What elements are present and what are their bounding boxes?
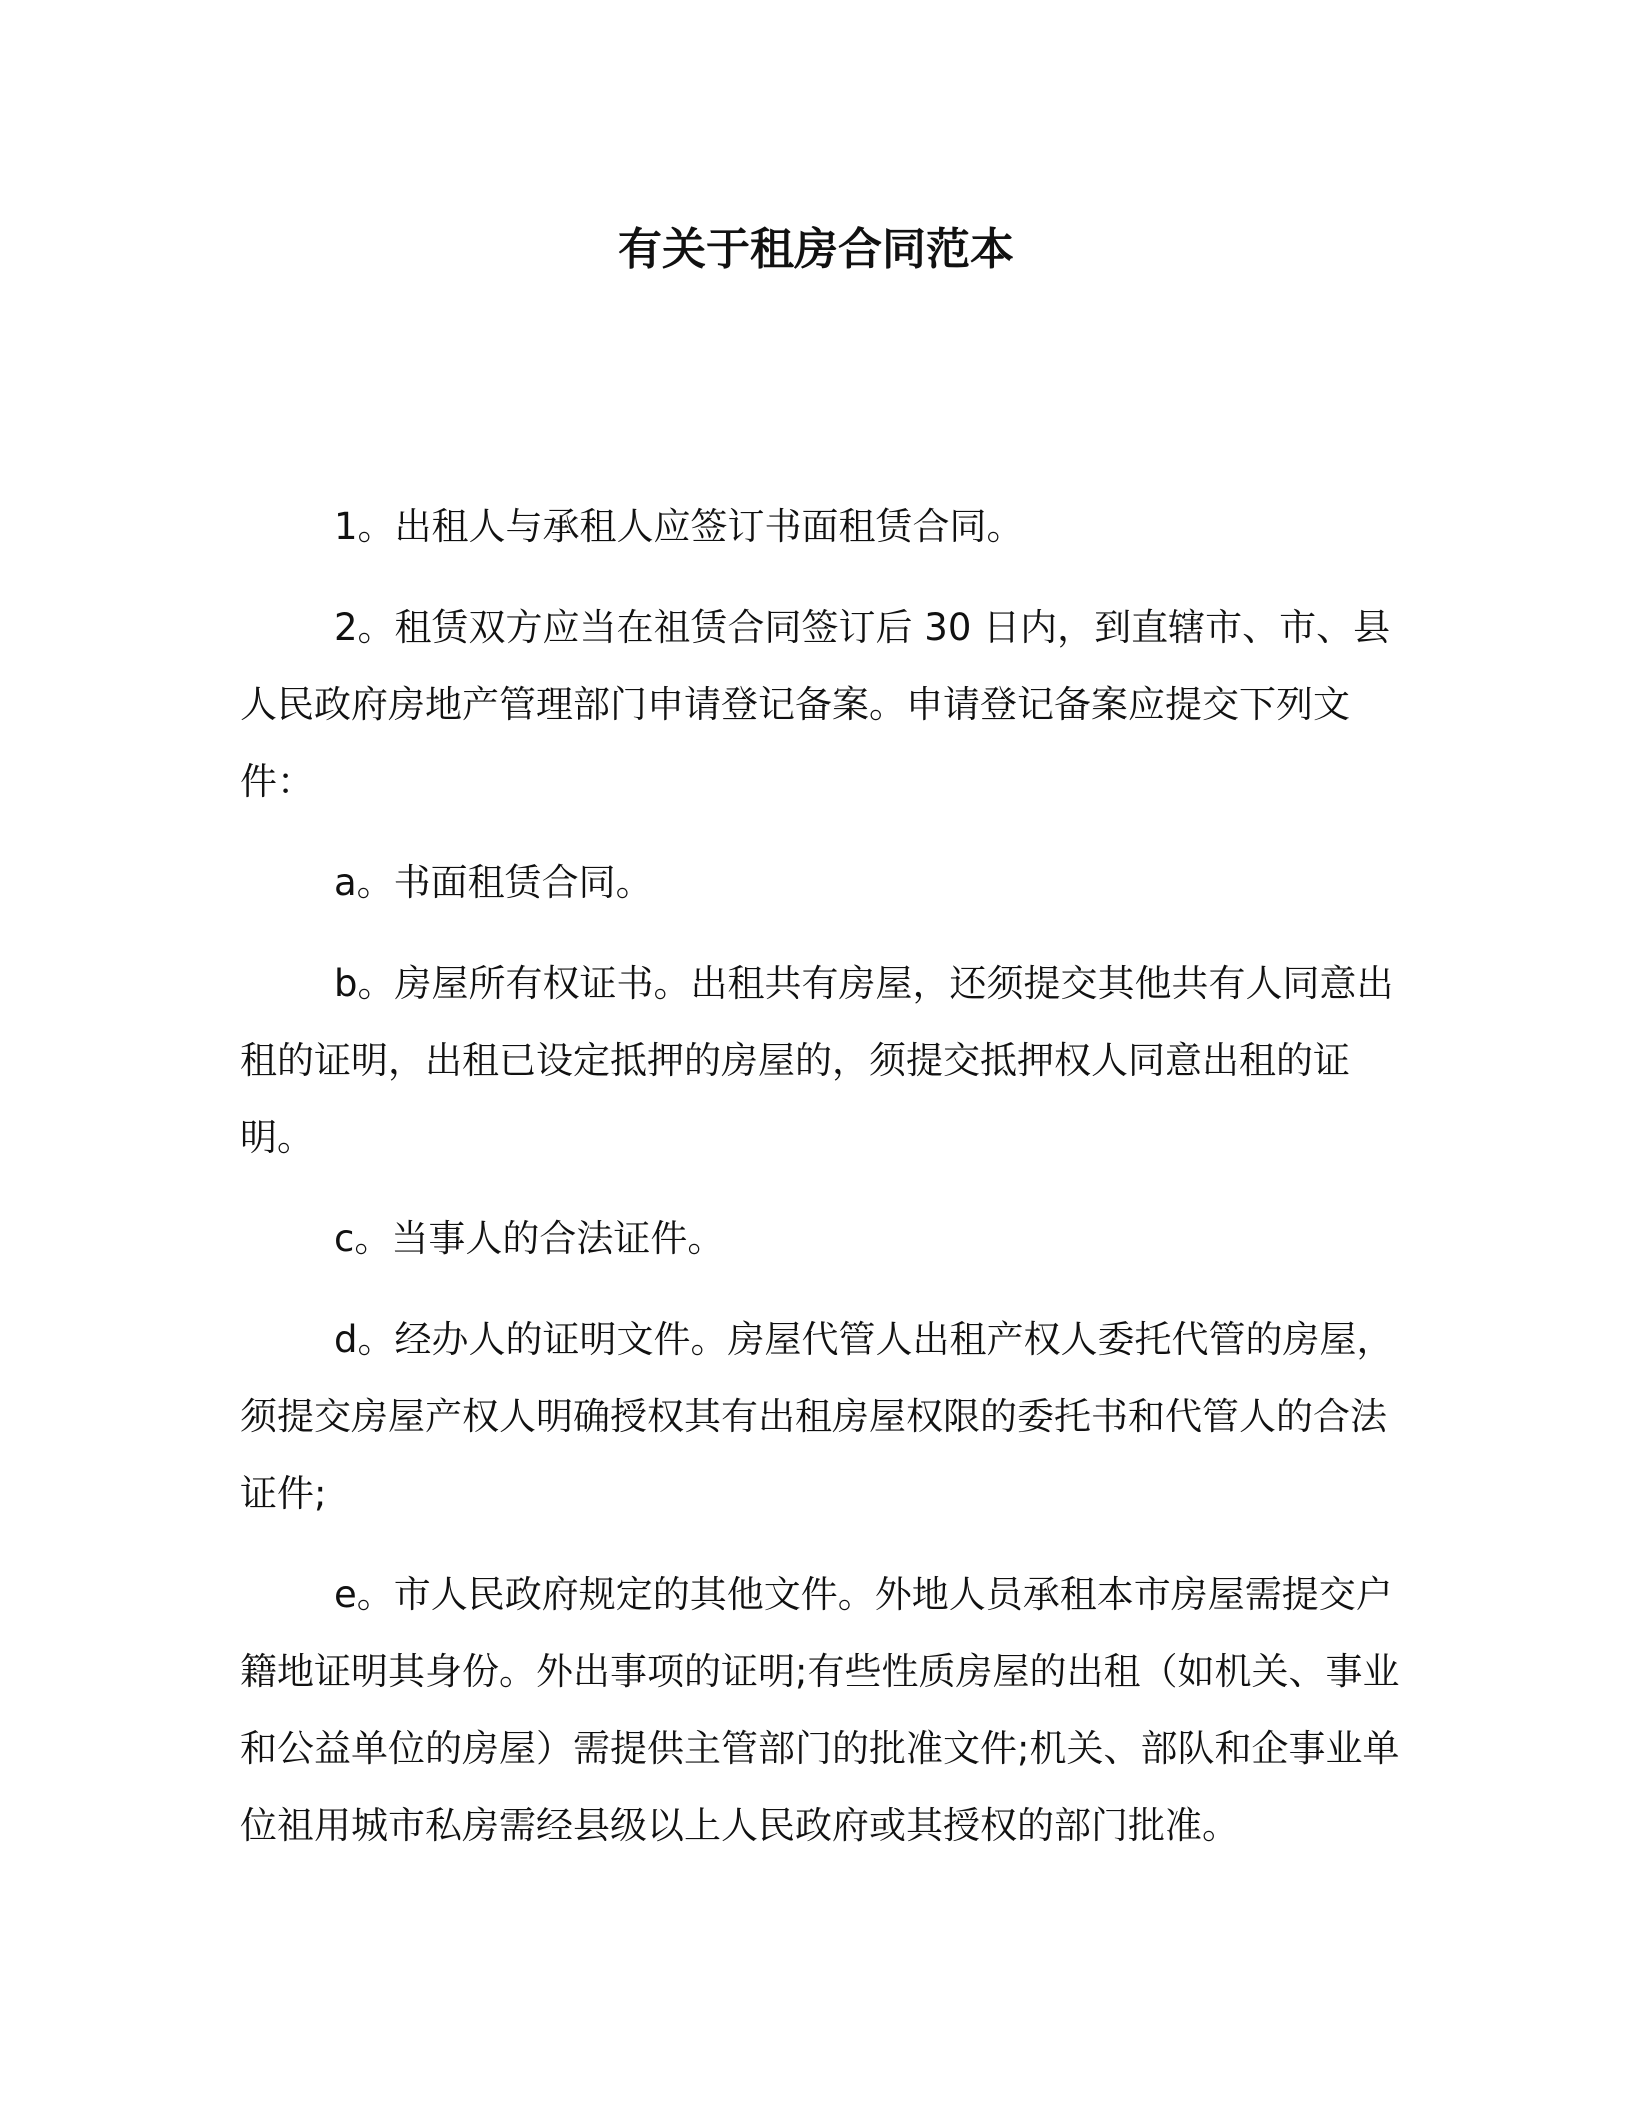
paragraph-2: 2。租赁双方应当在祖赁合同签订后 30 日内，到直辖市、市、县人民政府房地产管理部门申请登记备案。申请登记备案应提交下列文件： xyxy=(240,606,1391,803)
paragraph-a: a。书面租赁合同。 xyxy=(334,861,653,904)
paragraph-e: e。市人民政府规定的其他文件。外地人员承租本市房屋需提交户籍地证明其身份。外出事项的证明;有些性质房屋的出租（如机关、事业和公益单位的房屋）需提供主管部门的批准文件;机关、部队和企事业单位祖用城市私房需经县级以上人民政府或其授权的部门批准。 xyxy=(240,1573,1400,1847)
paragraph-d: d。经办人的证明文件。房屋代管人出租产权人委托代管的房屋，须提交房屋产权人明确授权其有出租房屋权限的委托书和代管人的合法证件; xyxy=(240,1318,1394,1515)
paragraph-b: b。房屋所有权证书。出租共有房屋，还须提交其他共有人同意出租的证明，出租已设定抵押的房屋的，须提交抵押权人同意出租的证明。 xyxy=(240,962,1394,1159)
document-title: 有关于租房合同范本 xyxy=(618,224,1014,275)
document-body xyxy=(240,488,1400,1888)
paragraph-1: 1。出租人与承租人应签订书面租赁合同。 xyxy=(334,505,1024,548)
paragraph-c: c。当事人的合法证件。 xyxy=(334,1217,725,1260)
